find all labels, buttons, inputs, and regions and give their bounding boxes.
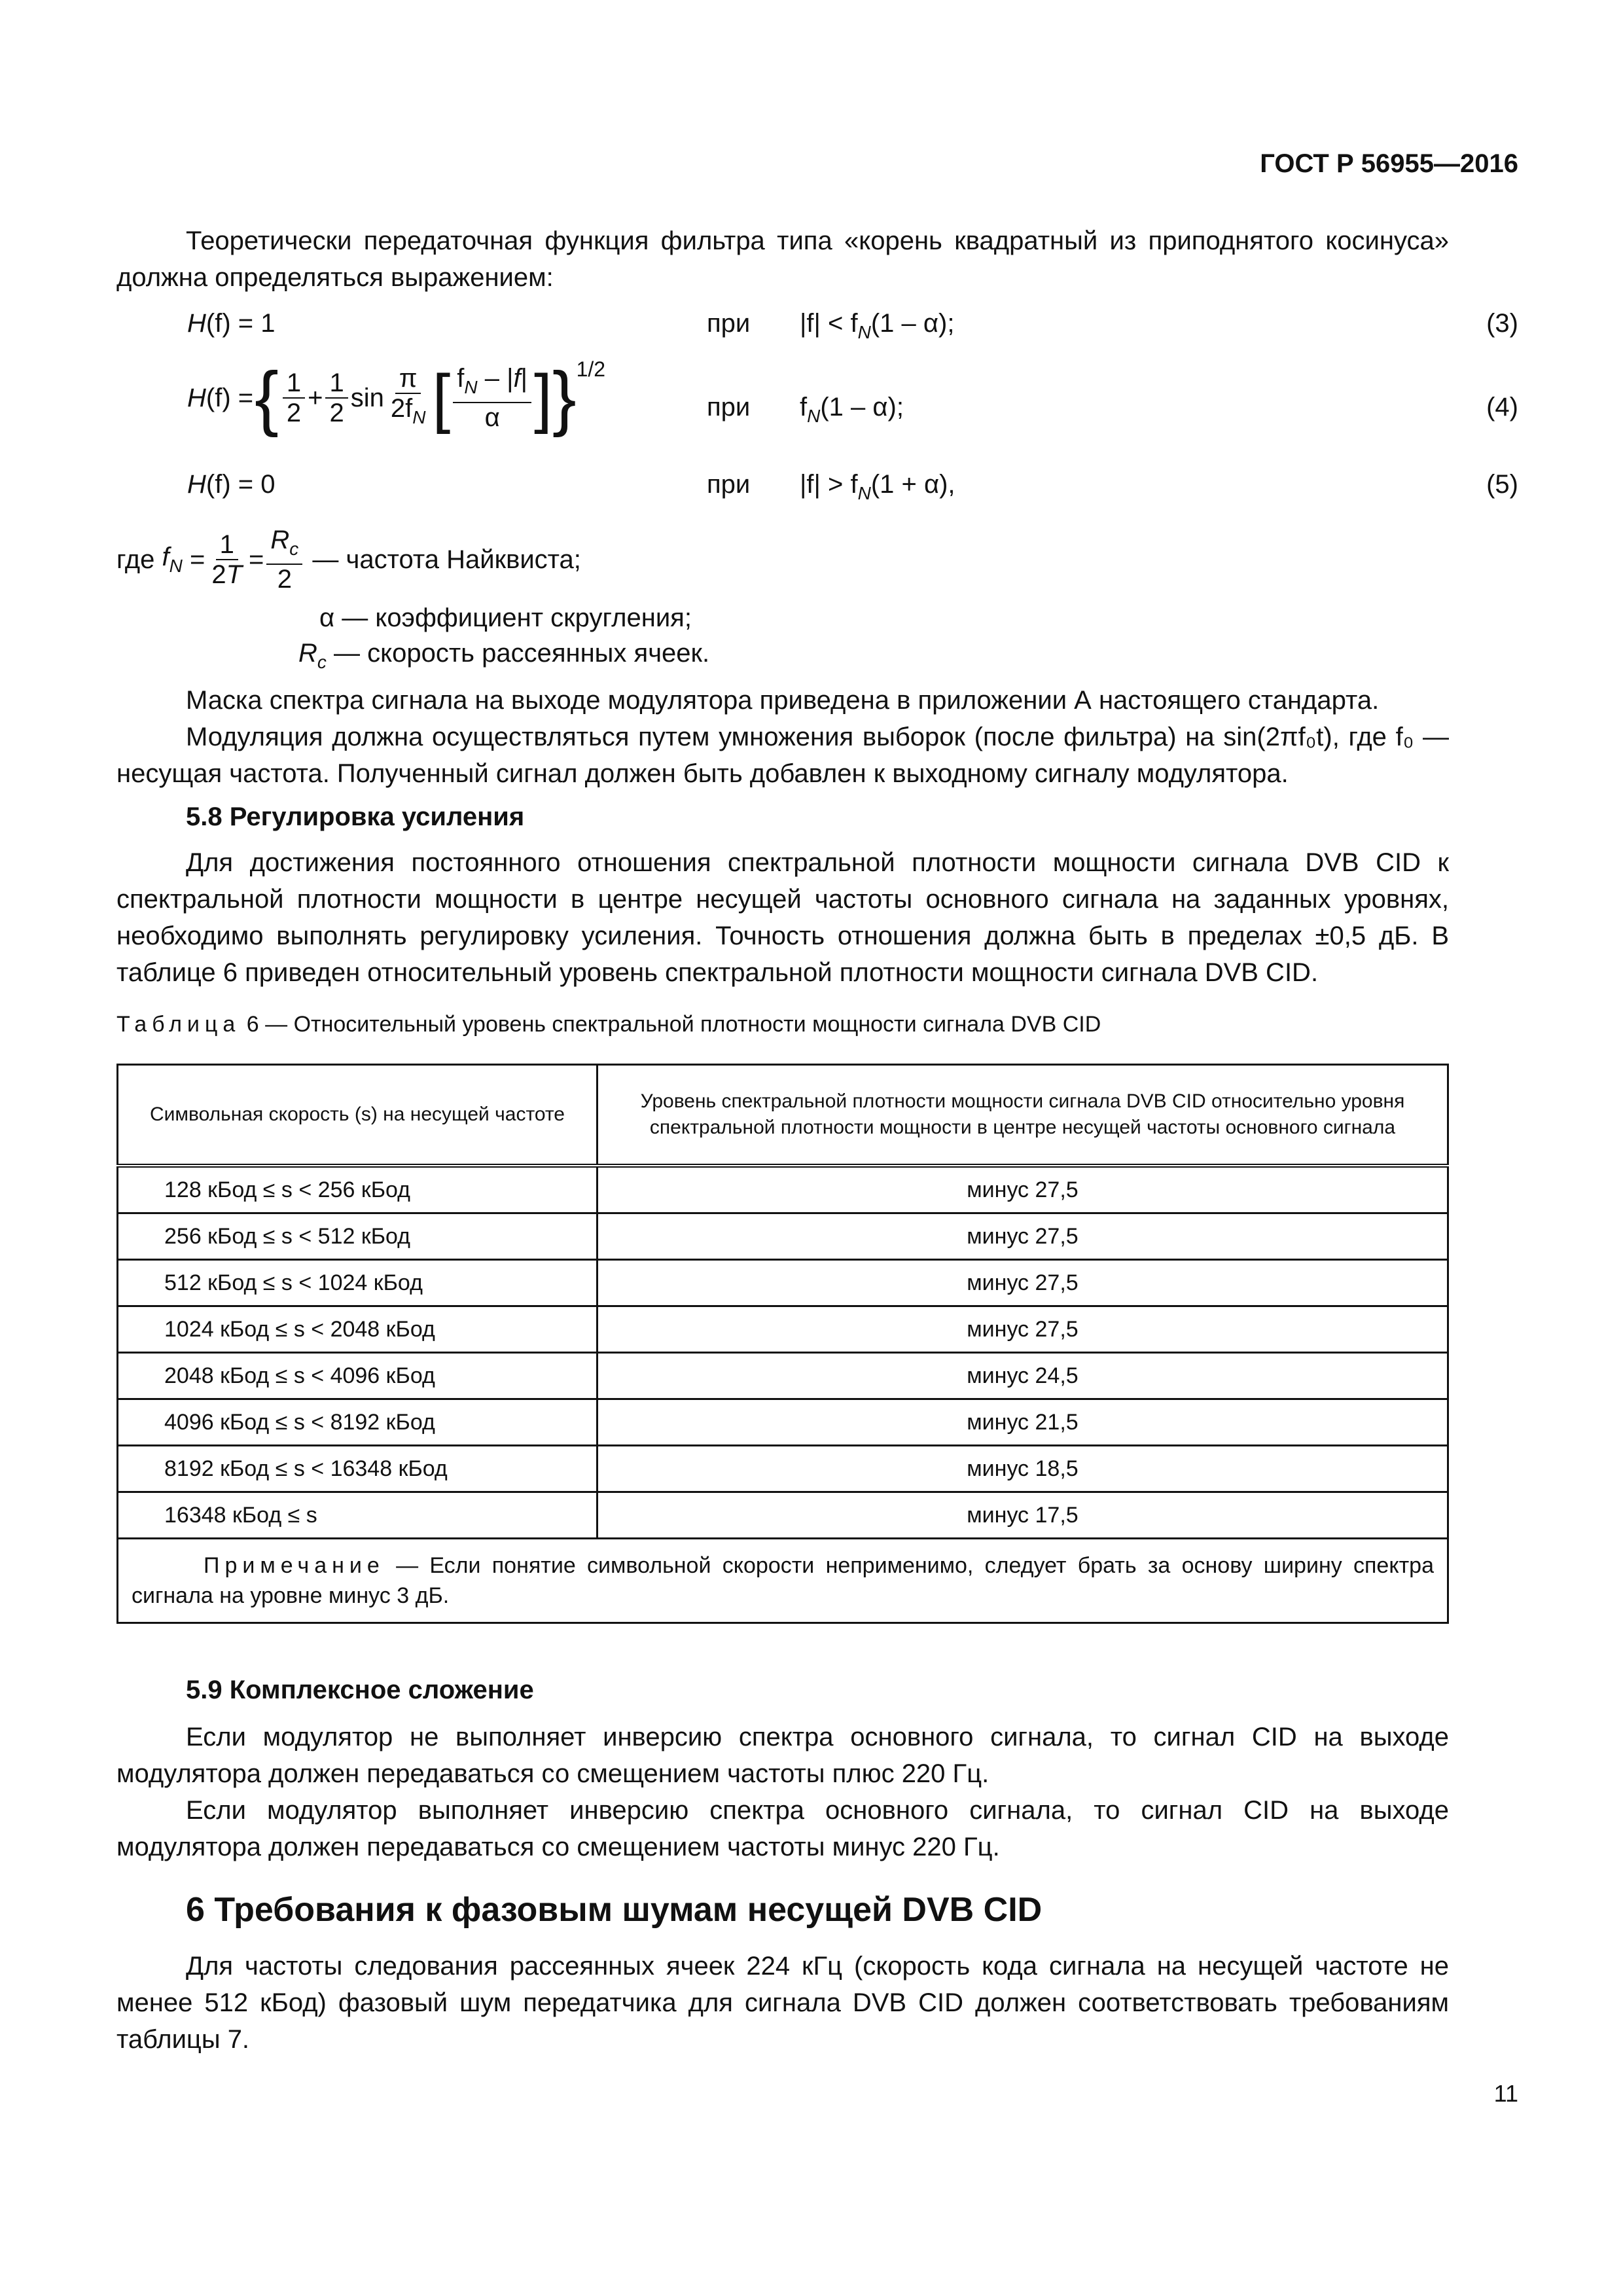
equation-3-lhs: H(f) = 1 (187, 309, 276, 338)
column-header-level: Уровень спектральной плотности мощности сигнала DVB CID относительно уровня спектральной плотности мощности в центре несущей частоты основного сигнала (597, 1065, 1448, 1166)
mask-paragraph: Маска спектра сигнала на выходе модулятора приведена в приложении А настоящего стандарта. (186, 686, 1380, 715)
table-row: 256 кБод ≤ s < 512 кБод минус 27,5 (118, 1213, 1448, 1260)
equation-5-pri: при (707, 470, 751, 499)
where-label: где (116, 545, 155, 574)
page-number: 11 (1493, 2080, 1518, 2107)
table-row: 2048 кБод ≤ s < 4096 кБод минус 24,5 (118, 1353, 1448, 1399)
table-6-caption: Таблица 6 — Относительный уровень спектральной плотности мощности сигнала DVB CID (116, 1012, 1101, 1037)
table-6 (116, 1064, 1449, 1624)
section-6-text: Для частоты следования рассеянных ячеек 224 кГц (скорость кода сигнала на несущей частоте не менее 512 кБод) фазовый шум передатчика для сигнала DVB CID должен соответствовать требованиям таблицы 7. (116, 1952, 1449, 2054)
intro-paragraph: Теоретически передаточная функция фильтра типа «корень квадратный из приподнятого косинуса» должна определяться выражением: (116, 226, 1449, 292)
section-5-8-text: Для достижения постоянного отношения спектральной плотности мощности сигнала DVB CID к спектральной плотности мощности в центре несущей частоты основного сигнала на заданных уровнях, необходимо выполнять регулировку усиления. Точность отношения должна быть в пределах ±0,5 дБ. В таблице 6 приведен относительный уровень спектральной плотности мощности сигнала DVB CID. (116, 848, 1449, 987)
fn-description: — частота Найквиста; (312, 545, 581, 574)
equation-4-pri: при (707, 393, 751, 422)
table-note-row (118, 1539, 1448, 1623)
where-fn-definition: где $f_N$ = $\frac{1}{2T}$ = $\frac{R_c}{2}$ — частота Найквиста; (116, 526, 581, 594)
table-row: 4096 кБод ≤ s < 8192 кБод минус 21,5 (118, 1399, 1448, 1446)
equation-3-number: (3) (1486, 309, 1518, 338)
table-row: 16348 кБод ≤ s минус 17,5 (118, 1492, 1448, 1539)
table-row: 1024 кБод ≤ s < 2048 кБод минус 27,5 (118, 1306, 1448, 1353)
equation-4-condition: $f_N(1 - \alpha)$; (800, 393, 904, 426)
modulation-paragraph: Модуляция должна осуществляться путем умножения выборок (после фильтра) на sin(2πf₀t), где f₀ — несущая частота. Полученный сигнал должен быть добавлен к выходному сигналу модулятора. (116, 723, 1450, 788)
section-5-9-paragraph-2: Если модулятор выполняет инверсию спектра основного сигнала, то сигнал CID на выходе модулятора должен передаваться со смещением частоты минус 220 Гц. (116, 1796, 1449, 1861)
standard-header: ГОСТ Р 56955—2016 (1260, 149, 1518, 178)
rc-definition: $R_c$ — скорость рассеянных ячеек. (298, 639, 710, 672)
column-header-rate: Символьная скорость (s) на несущей частоте (118, 1065, 597, 1166)
equation-3-pri: при (707, 309, 751, 338)
section-6-title: 6 Требования к фазовым шумам несущей DVB CID (186, 1891, 1043, 1929)
equation-5-lhs: H(f) = 0 (187, 470, 276, 499)
equation-4-number: (4) (1486, 393, 1518, 422)
table-row: 512 кБод ≤ s < 1024 кБод минус 27,5 (118, 1260, 1448, 1306)
alpha-definition: α — коэффициент скругления; (319, 603, 692, 632)
table-row: 8192 кБод ≤ s < 16348 кБод минус 18,5 (118, 1446, 1448, 1492)
table-header-row (118, 1065, 1448, 1166)
section-5-9-paragraph-1: Если модулятор не выполняет инверсию спектра основного сигнала, то сигнал CID на выходе модулятора должен передаваться со смещением частоты плюс 220 Гц. (116, 1723, 1449, 1788)
equation-5-number: (5) (1486, 470, 1518, 499)
equation-5-condition: $|f| > f_N(1 + \alpha)$, (800, 470, 955, 503)
equation-4-formula: H (f) = { $\frac{1}{2}$ + $\frac{1}{2}$ sin $\frac{\pi}{2f_N}$ [ $\frac{f_N - |f|}{\alpha}$ ] } 1/2 (187, 357, 606, 438)
section-5-8-title: 5.8 Регулировка усиления (186, 802, 525, 831)
table-note: Примечание — Если понятие символьной скорости неприменимо, следует брать за основу ширину спектра сигнала на уровне минус 3 дБ. (118, 1539, 1448, 1623)
section-5-9-title: 5.9 Комплексное сложение (186, 1676, 534, 1704)
equation-3-condition: $|f| < f_N(1 - \alpha)$; (800, 309, 955, 342)
table-row: 128 кБод ≤ s < 256 кБод минус 27,5 (118, 1166, 1448, 1213)
